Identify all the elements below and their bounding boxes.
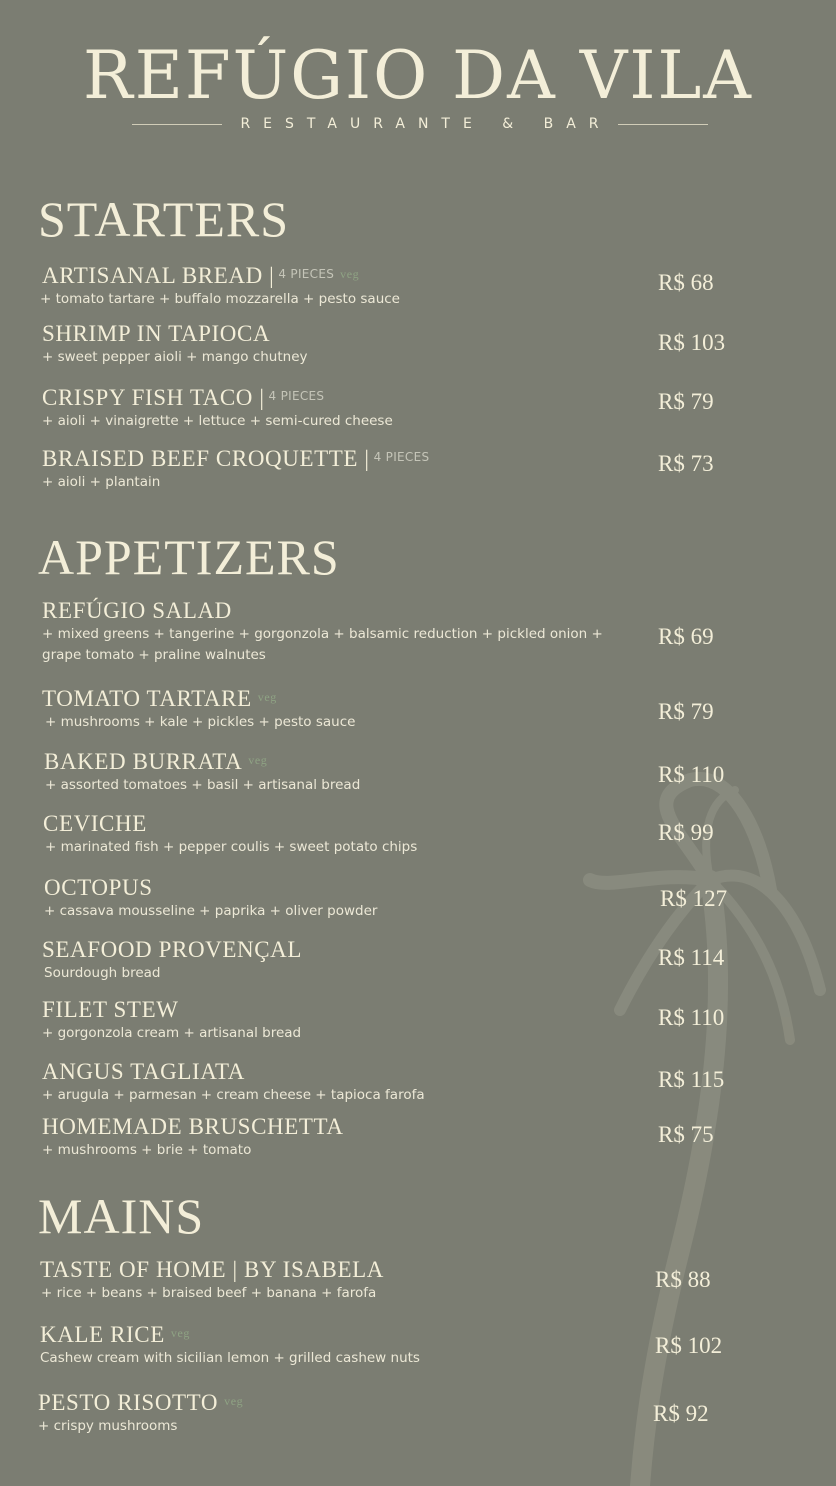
item-name: BAKED BURRATA	[44, 749, 243, 774]
item-description: + tomato tartare + buffalo mozzarella + pesto sauce	[40, 291, 400, 307]
menu-item	[42, 321, 642, 368]
menu-item	[42, 997, 642, 1044]
item-price: R$ 75	[658, 1122, 714, 1147]
item-price: R$ 73	[658, 451, 714, 476]
item-name: FILET STEW	[42, 997, 179, 1022]
item-pieces: 4 PIECES	[373, 450, 430, 464]
item-name: ANGUS TAGLIATA	[42, 1059, 245, 1084]
veg-badge: veg	[248, 753, 268, 767]
item-price: R$ 79	[658, 699, 714, 724]
brand-header	[0, 28, 836, 124]
item-description: + sweet pepper aioli + mango chutney	[42, 349, 308, 365]
item-price: R$ 92	[653, 1401, 709, 1426]
item-name: ARTISANAL BREAD |	[42, 263, 275, 288]
item-name: BRAISED BEEF CROQUETTE |	[42, 446, 370, 471]
menu-item	[42, 383, 642, 432]
item-description: + arugula + parmesan + cream cheese + tapioca farofa	[42, 1087, 425, 1103]
item-description: + aioli + vinaigrette + lettuce + semi-cured cheese	[42, 413, 393, 429]
divider-left	[132, 124, 222, 125]
item-name: KALE RICE	[40, 1322, 165, 1347]
menu-item	[40, 1257, 640, 1304]
item-pieces: 4 PIECES	[278, 267, 335, 281]
menu-item	[42, 1059, 642, 1106]
menu-item	[40, 1320, 640, 1369]
menu-item	[42, 747, 642, 796]
item-price: R$ 103	[658, 330, 726, 355]
item-description: Cashew cream with sicilian lemon + grilled cashew nuts	[40, 1350, 420, 1366]
item-description: + cassava mousseline + paprika + oliver powder	[44, 903, 378, 919]
item-name: CEVICHE	[43, 811, 147, 836]
menu-item	[42, 1114, 642, 1161]
item-price: R$ 127	[660, 886, 728, 911]
item-price: R$ 68	[658, 270, 714, 295]
item-price: R$ 88	[655, 1267, 711, 1292]
menu-item	[42, 261, 642, 310]
item-description: + assorted tomatoes + basil + artisanal bread	[45, 777, 361, 793]
menu-item	[38, 1388, 638, 1437]
section-title-appetizers: APPETIZERS	[38, 529, 340, 585]
item-price: R$ 69	[658, 624, 714, 649]
item-name: SHRIMP IN TAPIOCA	[42, 321, 271, 346]
item-price: R$ 110	[658, 762, 725, 787]
item-price: R$ 115	[658, 1067, 725, 1092]
item-name: PESTO RISOTTO	[38, 1390, 219, 1415]
item-description: + mushrooms + kale + pickles + pesto sauce	[45, 714, 356, 730]
item-name: REFÚGIO SALAD	[42, 598, 232, 623]
section-title-starters: STARTERS	[38, 191, 290, 247]
veg-badge: veg	[257, 690, 277, 704]
item-price: R$ 110	[658, 1005, 725, 1030]
item-description: Sourdough bread	[44, 965, 161, 981]
restaurant-name: REFÚGIO DA VILA	[83, 37, 753, 114]
item-description: + marinated fish + pepper coulis + sweet potato chips	[45, 839, 418, 855]
item-description: + mushrooms + brie + tomato	[42, 1142, 252, 1158]
item-price: R$ 114	[658, 945, 725, 970]
item-name: TOMATO TARTARE	[42, 686, 252, 711]
section-title-mains: MAINS	[38, 1188, 205, 1244]
veg-badge: veg	[170, 1326, 190, 1340]
item-name: SEAFOOD PROVENÇAL	[42, 937, 303, 962]
item-description: + gorgonzola cream + artisanal bread	[42, 1025, 302, 1041]
item-description: + crispy mushrooms	[38, 1418, 178, 1434]
divider-right	[618, 124, 708, 125]
item-pieces: 4 PIECES	[268, 389, 325, 403]
veg-badge: veg	[224, 1394, 244, 1408]
item-name: CRISPY FISH TACO |	[42, 385, 265, 410]
item-name: TASTE OF HOME | BY ISABELA	[40, 1257, 384, 1282]
veg-badge: veg	[340, 267, 360, 281]
item-name: OCTOPUS	[44, 875, 153, 900]
menu-item	[42, 444, 642, 493]
menu-item	[42, 684, 642, 733]
item-name: HOMEMADE BRUSCHETTA	[42, 1114, 344, 1139]
restaurant-subtitle: RESTAURANTE & BAR	[240, 116, 612, 132]
brand-subtitle-row	[132, 114, 708, 134]
menu-item	[42, 598, 642, 666]
item-description: + rice + beans + braised beef + banana + farofa	[41, 1285, 377, 1301]
menu-item	[42, 937, 642, 984]
menu-item	[42, 875, 642, 922]
item-price: R$ 79	[658, 389, 714, 414]
item-description: + aioli + plantain	[42, 474, 161, 490]
item-price: R$ 99	[658, 820, 714, 845]
item-price: R$ 102	[655, 1333, 723, 1358]
item-description: + mixed greens + tangerine + gorgonzola + balsamic reduction + pickled onion + grape tomato + praline walnutes	[42, 626, 603, 663]
menu-item	[42, 811, 642, 858]
